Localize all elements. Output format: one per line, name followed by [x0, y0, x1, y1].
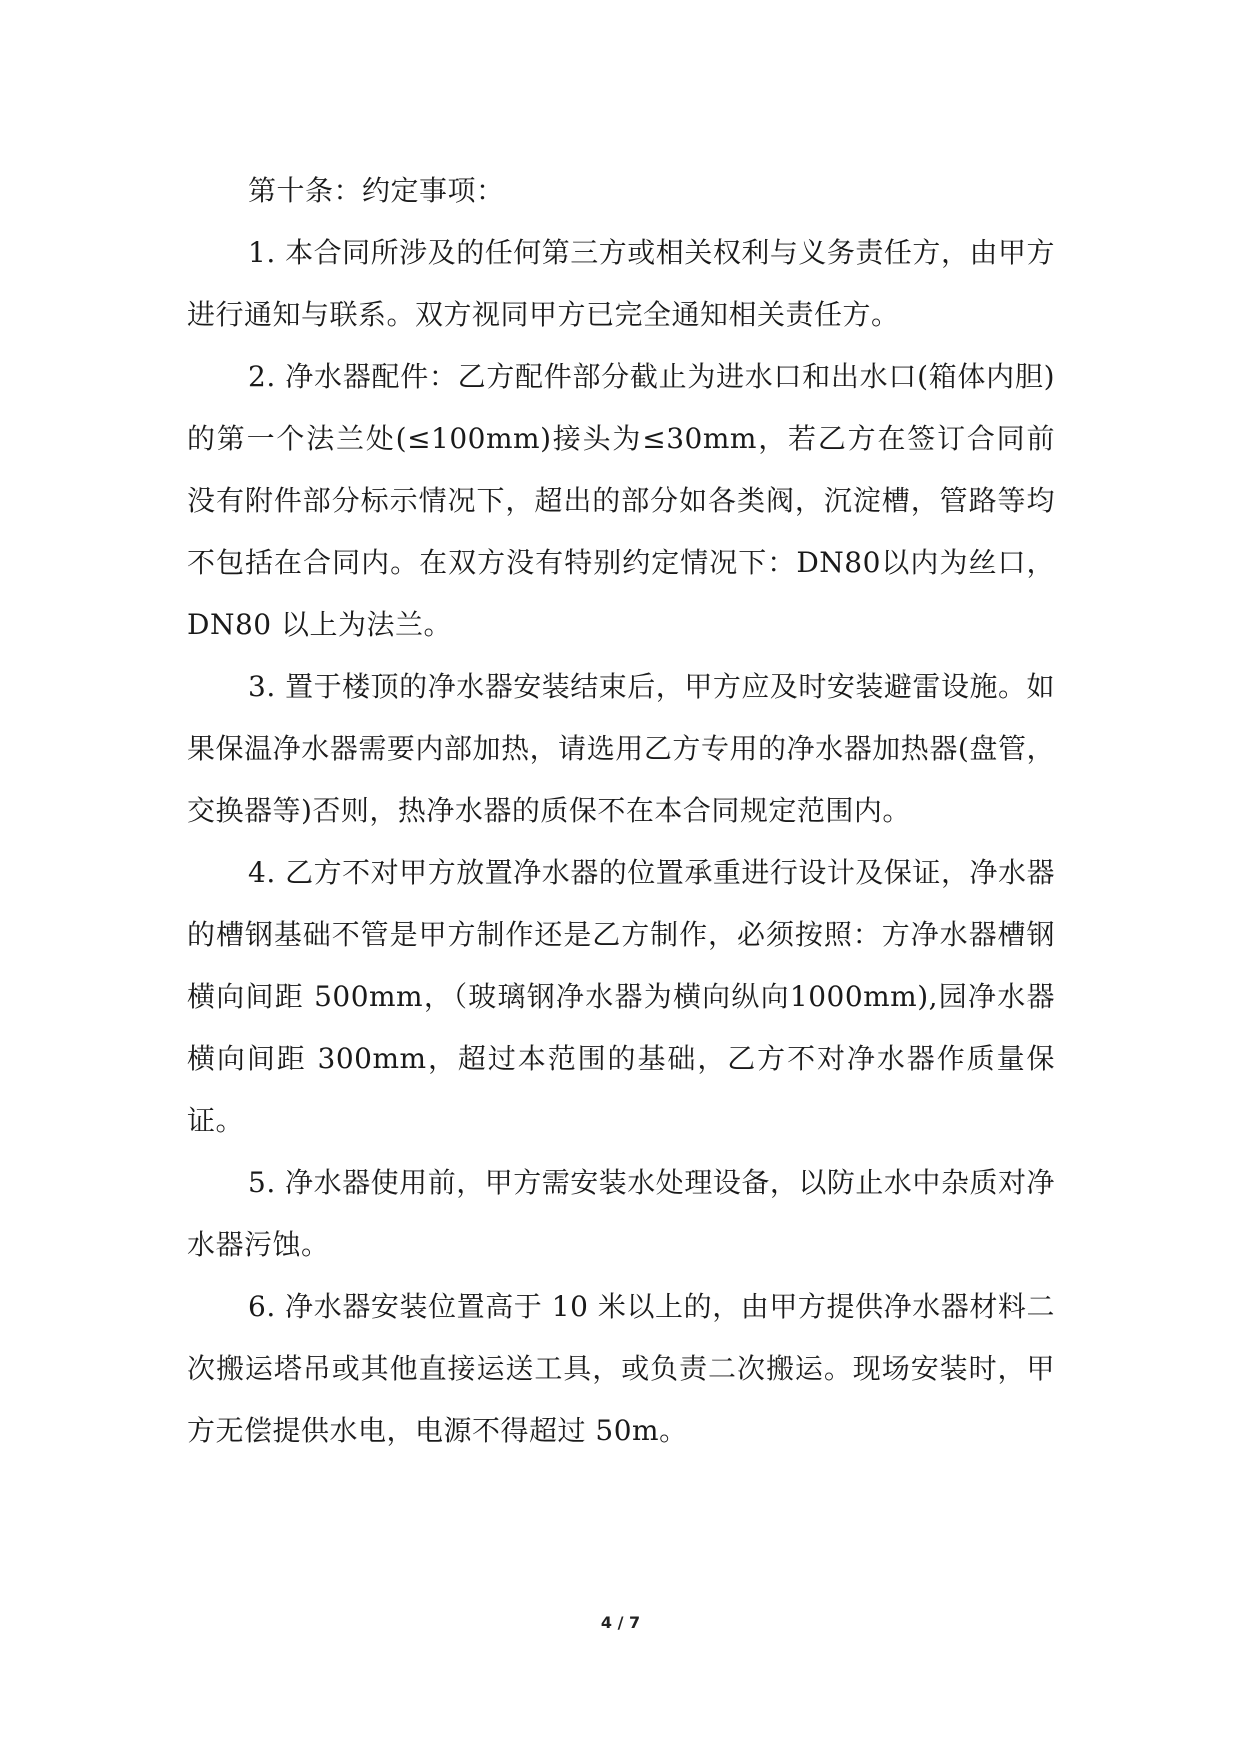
- clause-2: 2. 净水器配件：乙方配件部分截止为进水口和出水口(箱体内胆)的第一个法兰处(≤100mm)接头为≤30mm，若乙方在签订合同前没有附件部分标示情况下，超出的部分如各类阀，沉淀槽，管路等均不包括在合同内。在双方没有特别约定情况下：DN80以内为丝口，DN80 以上为法兰。: [187, 360, 1055, 641]
- clause-6: 6. 净水器安装位置高于 10 米以上的，由甲方提供净水器材料二次搬运塔吊或其他直接运送工具，或负责二次搬运。现场安装时，甲方无偿提供水电，电源不得超过 50m。: [187, 1290, 1055, 1447]
- clause-3: 3. 置于楼顶的净水器安装结束后，甲方应及时安装避雷设施。如果保温净水器需要内部加热，请选用乙方专用的净水器加热器(盘管，交换器等)否则，热净水器的质保不在本合同规定范围内。: [187, 670, 1055, 827]
- clause-4: 4. 乙方不对甲方放置净水器的位置承重进行设计及保证，净水器的槽钢基础不管是甲方制作还是乙方制作，必须按照：方净水器槽钢横向间距 500mm，（玻璃钢净水器为横向纵向1000mm),园净水器横向间距 300mm，超过本范围的基础，乙方不对净水器作质量保证。: [187, 856, 1055, 1137]
- document-body: [187, 160, 1055, 1462]
- clause-1: 1. 本合同所涉及的任何第三方或相关权利与义务责任方，由甲方进行通知与联系。双方视同甲方已完全通知相关责任方。: [187, 236, 1055, 331]
- clause-5: 5. 净水器使用前，甲方需安装水处理设备，以防止水中杂质对净水器污蚀。: [187, 1166, 1055, 1261]
- page-number: 4 / 7: [600, 1613, 641, 1632]
- section-heading: 第十条：约定事项：: [248, 174, 505, 207]
